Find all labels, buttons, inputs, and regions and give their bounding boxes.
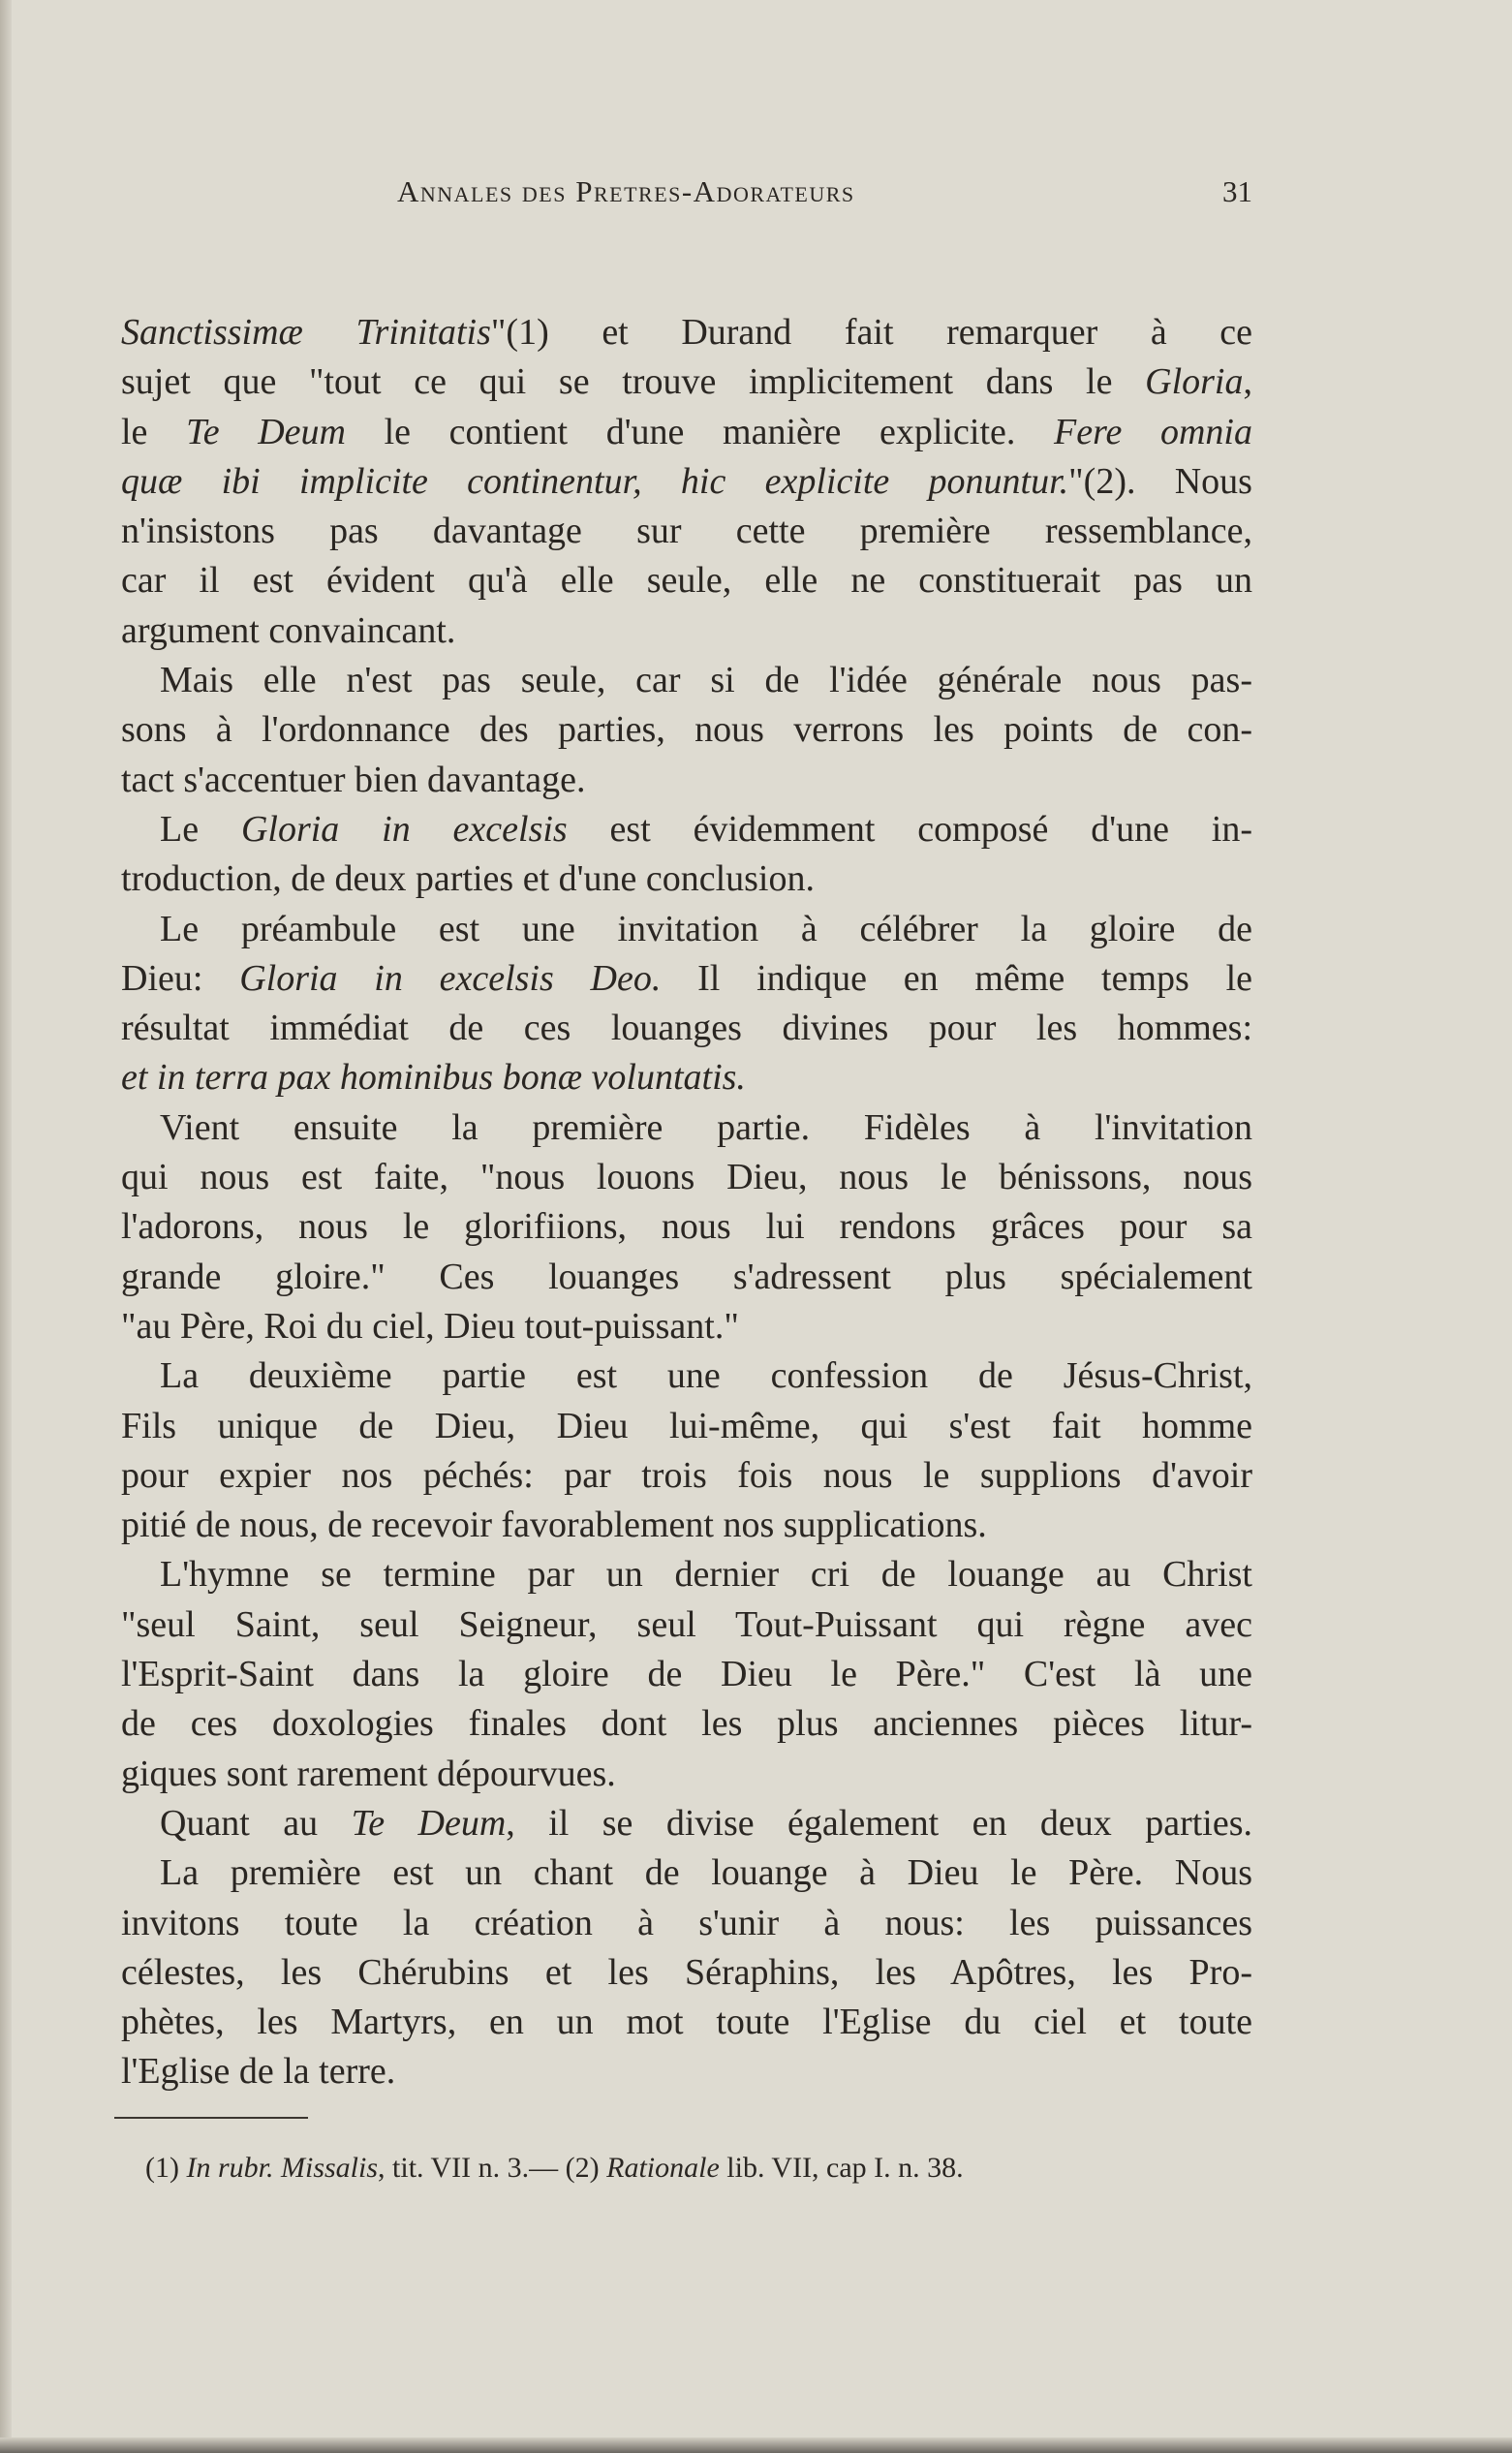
text-segment: , il se divise également en deux parties. bbox=[506, 1802, 1252, 1844]
text-segment: Quant au bbox=[160, 1802, 352, 1844]
italic-segment: In rubr. Missalis bbox=[186, 2152, 379, 2184]
text-line bbox=[121, 1103, 1252, 1153]
text-line bbox=[121, 1253, 1252, 1302]
text-line bbox=[121, 1550, 1252, 1599]
text-line bbox=[121, 1153, 1252, 1202]
text-line bbox=[121, 1899, 1252, 1948]
text-line bbox=[121, 705, 1252, 755]
text-line bbox=[121, 1451, 1252, 1501]
text-segment: (1) bbox=[145, 2152, 187, 2184]
text-segment: "seul Saint, seul Seigneur, seul Tout-Puissant qui règne avec bbox=[121, 1603, 1252, 1645]
text-segment: sons à l'ordonnance des parties, nous verrons les points de con- bbox=[121, 709, 1252, 751]
italic-segment: et in terra pax hominibus bonæ voluntatis. bbox=[121, 1057, 746, 1099]
text-segment: , tit. VII n. 3.— (2) bbox=[378, 2152, 607, 2184]
text-segment: l'Eglise de la terre. bbox=[121, 2051, 396, 2093]
text-line bbox=[121, 1053, 1252, 1102]
text-segment: Le bbox=[160, 808, 241, 850]
page-binding-shadow bbox=[0, 0, 12, 2453]
text-line bbox=[121, 1650, 1252, 1699]
footnote bbox=[145, 2149, 1252, 2188]
italic-segment: Fere omnia bbox=[1054, 411, 1252, 452]
text-segment: Le préambule est une invitation à célébrer la gloire de bbox=[160, 908, 1252, 949]
text-segment: sujet que "tout ce qui se trouve implicitement dans le bbox=[121, 361, 1146, 403]
text-line bbox=[121, 1202, 1252, 1252]
text-segment: est évidemment composé d'une in- bbox=[567, 808, 1252, 850]
text-segment: Dieu: bbox=[121, 957, 240, 999]
text-line bbox=[121, 854, 1252, 904]
text-segment: le contient d'une manière explicite. bbox=[345, 411, 1055, 452]
text-line bbox=[121, 756, 1252, 805]
text-line bbox=[121, 1848, 1252, 1898]
running-head bbox=[397, 174, 1252, 217]
text-segment: n'insistons pas davantage sur cette première ressemblance, bbox=[121, 511, 1252, 552]
text-segment: L'hymne se termine par un dernier cri de louange au Christ bbox=[160, 1554, 1252, 1596]
text-line bbox=[121, 905, 1252, 954]
italic-segment: Te Deum bbox=[351, 1802, 507, 1844]
text-line bbox=[121, 308, 1252, 357]
text-segment: Fils unique de Dieu, Dieu lui-même, qui s'est fait homme bbox=[121, 1405, 1252, 1446]
text-segment: Mais elle n'est pas seule, car si de l'idée générale nous pas- bbox=[160, 660, 1252, 701]
text-line bbox=[121, 1998, 1252, 2047]
text-segment: Vient ensuite la première partie. Fidèles à l'invitation bbox=[160, 1106, 1252, 1148]
text-segment: le bbox=[121, 411, 187, 452]
text-line bbox=[121, 1699, 1252, 1749]
italic-segment: Gloria in excelsis bbox=[240, 808, 568, 850]
text-line bbox=[121, 2047, 1252, 2096]
page-number: 31 bbox=[1222, 174, 1252, 208]
text-segment: invitons toute la création à s'unir à nous: les puissances bbox=[121, 1902, 1252, 1943]
text-segment: qui nous est faite, "nous louons Dieu, nous le bénissons, nous bbox=[121, 1157, 1252, 1198]
footnote-rule bbox=[114, 2117, 308, 2119]
text-line bbox=[121, 507, 1252, 556]
text-segment: troduction, de deux parties et d'une conclusion. bbox=[121, 858, 815, 900]
text-line bbox=[121, 1948, 1252, 1998]
text-segment: de ces doxologies finales dont les plus anciennes pièces litur- bbox=[121, 1703, 1252, 1745]
running-title: Annales des Pretres-Adorateurs bbox=[397, 174, 855, 208]
text-line bbox=[121, 656, 1252, 705]
text-segment: pour expier nos péchés: par trois fois nous le supplions d'avoir bbox=[121, 1454, 1252, 1496]
text-line bbox=[121, 954, 1252, 1004]
text-segment: argument convaincant. bbox=[121, 609, 456, 651]
text-segment: La deuxième partie est une confession de Jésus-Christ, bbox=[160, 1355, 1252, 1397]
text-line bbox=[121, 556, 1252, 605]
text-segment: giques sont rarement dépourvues. bbox=[121, 1753, 616, 1794]
text-line bbox=[121, 1501, 1252, 1550]
text-line bbox=[121, 1750, 1252, 1799]
text-line bbox=[121, 1799, 1252, 1848]
text-segment: "au Père, Roi du ciel, Dieu tout-puissant." bbox=[121, 1305, 739, 1347]
text-segment: lib. VII, cap I. n. 38. bbox=[719, 2152, 964, 2184]
text-line bbox=[121, 1004, 1252, 1053]
text-segment: pitié de nous, de recevoir favorablement nos supplications. bbox=[121, 1505, 987, 1546]
page-bottom-shadow bbox=[0, 2437, 1512, 2453]
text-line bbox=[121, 1402, 1252, 1451]
body-text bbox=[121, 308, 1252, 2097]
text-segment: phètes, les Martyrs, en un mot toute l'Eglise du ciel et toute bbox=[121, 2002, 1252, 2043]
text-segment: "(2). Nous bbox=[1068, 460, 1252, 502]
text-segment: résultat immédiat de ces louanges divines pour les hommes: bbox=[121, 1008, 1252, 1049]
text-segment: , bbox=[1243, 361, 1252, 403]
text-segment: tact s'accentuer bien davantage. bbox=[121, 759, 586, 800]
text-segment: grande gloire." Ces louanges s'adressent plus spécialement bbox=[121, 1256, 1252, 1297]
italic-segment: quæ ibi implicite continentur, hic explicite ponuntur. bbox=[121, 460, 1069, 502]
text-line bbox=[121, 357, 1252, 407]
text-segment: La première est un chant de louange à Dieu le Père. Nous bbox=[160, 1852, 1252, 1894]
text-segment: l'Esprit-Saint dans la gloire de Dieu le Père." C'est là une bbox=[121, 1654, 1252, 1695]
text-line bbox=[121, 1600, 1252, 1650]
text-segment: car il est évident qu'à elle seule, elle ne constituerait pas un bbox=[121, 560, 1252, 602]
text-segment: Il indique en même temps le bbox=[661, 957, 1252, 999]
text-line bbox=[121, 805, 1252, 854]
italic-segment: Rationale bbox=[606, 2152, 720, 2184]
text-segment: l'adorons, nous le glorifiions, nous lui rendons grâces pour sa bbox=[121, 1206, 1252, 1248]
text-line bbox=[121, 457, 1252, 507]
italic-segment: Gloria in excelsis Deo. bbox=[239, 957, 662, 999]
italic-segment: Te Deum bbox=[186, 411, 346, 452]
text-line bbox=[121, 408, 1252, 457]
text-line bbox=[121, 606, 1252, 656]
text-line bbox=[121, 1302, 1252, 1351]
text-line bbox=[121, 1351, 1252, 1401]
text-segment: célestes, les Chérubins et les Séraphins, les Apôtres, les Pro- bbox=[121, 1951, 1252, 1993]
text-segment: "(1) et Durand fait remarquer à ce bbox=[490, 312, 1252, 353]
italic-segment: Sanctissimæ Trinitatis bbox=[121, 312, 491, 353]
italic-segment: Gloria bbox=[1145, 361, 1244, 403]
